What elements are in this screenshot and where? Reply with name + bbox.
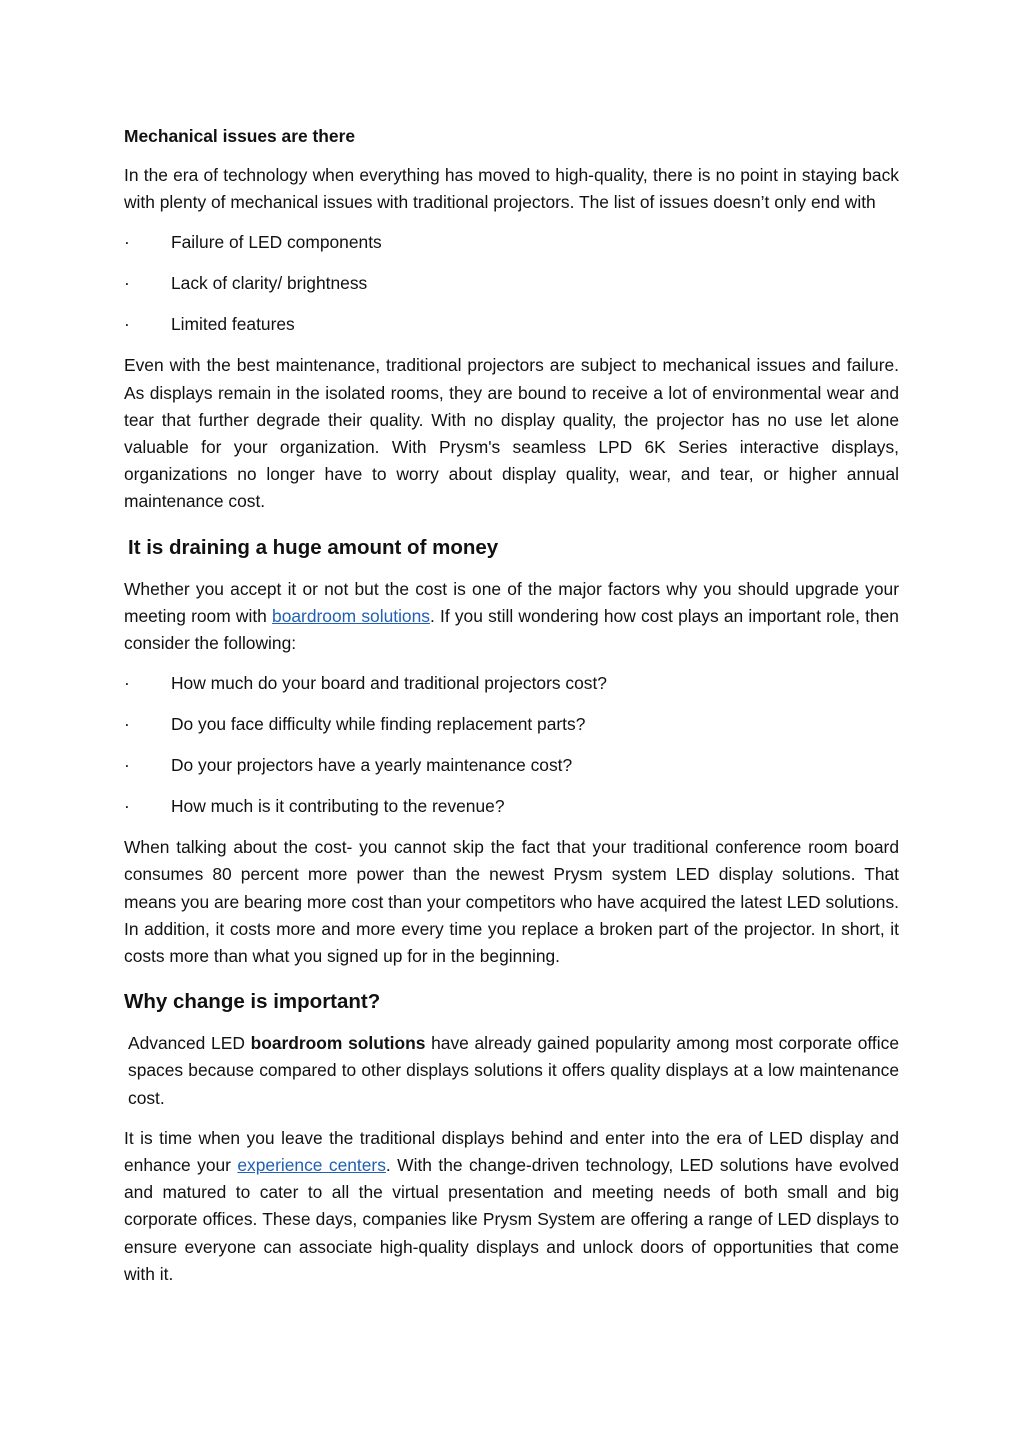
list-item-text: Do your projectors have a yearly maintenance cost? [171,755,573,776]
section1-intro: In the era of technology when everything has moved to high-quality, there is no point in staying back with plenty of mechanical issues with traditional projectors. The list of issues doesn’t only end with [124,165,899,213]
experience-centers-link[interactable]: experience centers [237,1155,386,1176]
section3-p1-text: Advanced LED [128,1033,251,1054]
list-item [124,229,899,256]
list-item [124,752,899,779]
list-item [124,793,899,820]
list-item [124,270,899,297]
section3-paragraph-1 [124,1030,899,1112]
bullet-marker: · [124,755,130,776]
list-item [124,711,899,738]
bullet-marker: · [124,314,130,335]
bullet-marker: · [124,714,130,735]
section-heading-why-change: Why change is important? [124,990,381,1014]
list-item-text: How much is it contributing to the revenue? [171,796,505,817]
section2-intro [124,576,899,658]
list-item-text: Limited features [171,314,295,335]
section2-intro-text: Whether you accept it or not but the cost is one of the major factors why you should upgrade your meeting room with [124,578,899,626]
section3-p2-text-end: . With the change-driven technology, LED solutions have evolved and matured to cater to all the virtual presentation and meeting needs of both small and big corporate offices. These days, companies like Prysm System are offering a range of LED displays to ensure everyone can associate high-quality displays and unlock doors of opportunities that come with it. [124,1155,899,1284]
section3-p1-text-end: have already gained popularity among most corporate office spaces because compared to other displays solutions it offers quality displays at a low maintenance cost. [128,1033,899,1108]
section3-p2-text: It is time when you leave the traditional displays behind and enter into the era of LED display and enhance your [124,1127,899,1176]
bullet-marker: · [124,232,130,253]
bullet-marker: · [124,673,130,694]
list-item [124,311,899,338]
list-item-text: Failure of LED components [171,232,382,253]
list-item-text: Do you face difficulty while finding replacement parts? [171,714,586,735]
section2-intro-text-end: . If you still wondering how cost plays an important role, then consider the following: [124,605,899,654]
list-item [124,670,899,697]
bullet-marker: · [124,273,130,294]
section2-body: When talking about the cost- you cannot skip the fact that your traditional conference room board consumes 80 percent more power than the newest Prysm system LED display solutions. That means you are bearing more cost than your competitors who have acquired the latest LED solutions. In addition, it costs more and more every time you replace a broken part of the projector. In short, it costs more than what you signed up for in the beginning. [124,837,899,967]
bullet-marker: · [124,796,130,817]
document-page [124,124,899,1301]
boardroom-solutions-link[interactable]: boardroom solutions [272,605,430,626]
boardroom-solutions-bold: boardroom solutions [250,1033,426,1054]
section-heading-mechanical-issues: Mechanical issues are there [124,126,356,146]
section-heading-draining-money: It is draining a huge amount of money [128,535,499,559]
list-item-text: Lack of clarity/ brightness [171,273,368,294]
list-item-text: How much do your board and traditional projectors cost? [171,673,607,694]
section1-body: Even with the best maintenance, traditional projectors are subject to mechanical issues and failure. As displays remain in the isolated rooms, they are bound to receive a lot of environmental wear and tear that further degrade their quality. With no display quality, the projector has no use let alone valuable for your organization. With Prysm's seamless LPD 6K Series interactive displays, organizations no longer have to worry about display quality, wear, and tear, or higher annual maintenance cost. [124,355,899,512]
section3-paragraph-2 [124,1125,899,1288]
